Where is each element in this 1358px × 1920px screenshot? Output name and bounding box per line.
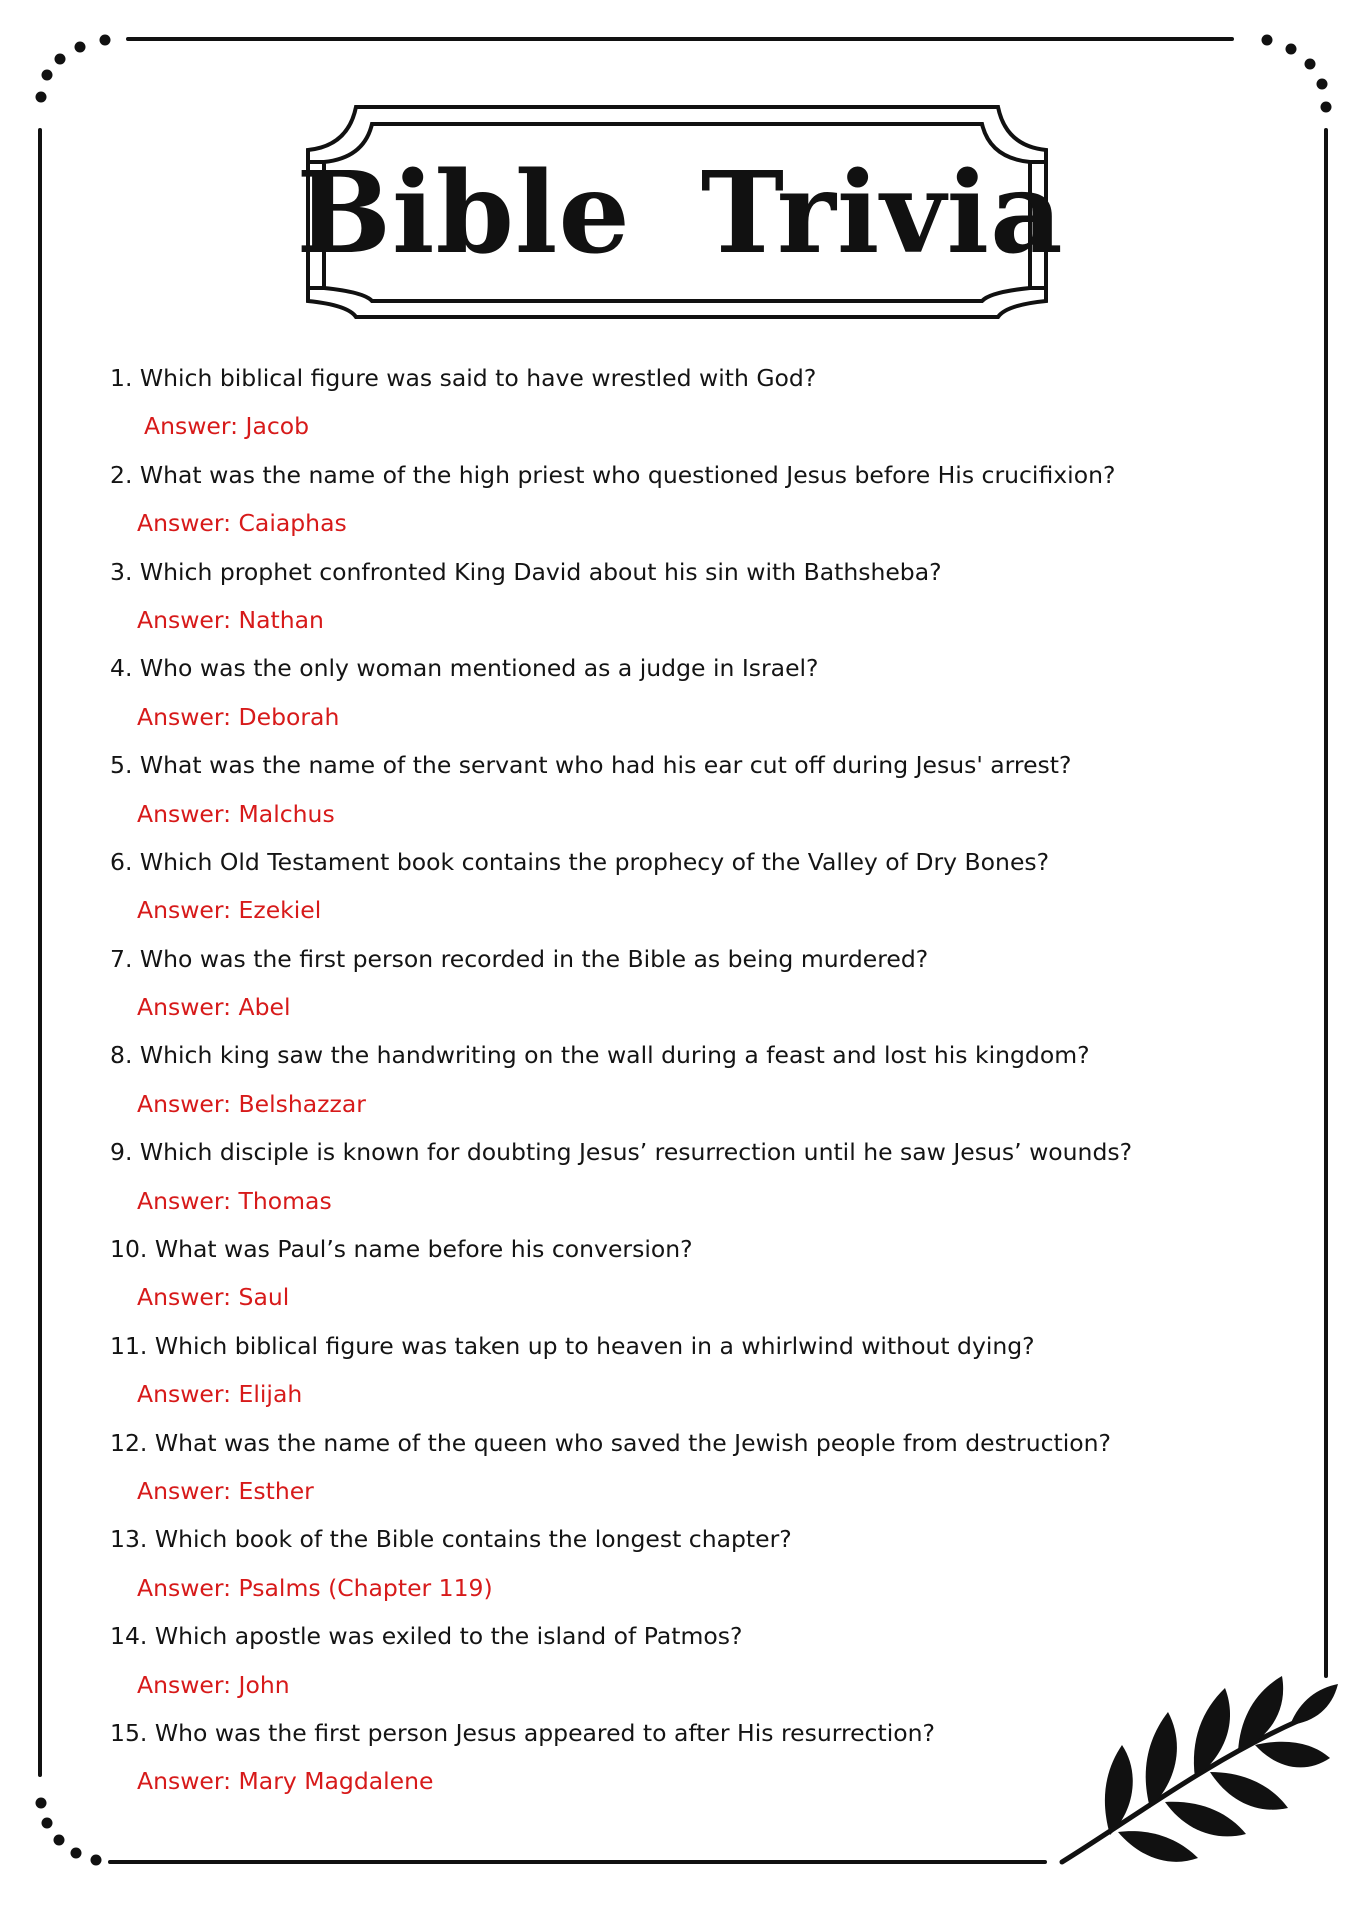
trivia-list	[110, 354, 1270, 1806]
answer-text: Answer: Nathan	[137, 605, 324, 634]
trivia-item	[110, 838, 1270, 935]
question-text: 1. Which biblical figure was said to have wrestled with God?	[110, 364, 817, 392]
answer-text: Answer: Belshazzar	[137, 1089, 366, 1118]
trivia-item	[110, 1419, 1270, 1516]
trivia-item	[110, 451, 1270, 548]
corner-dots-top-right	[1262, 35, 1332, 113]
answer-text: Answer: Deborah	[137, 702, 340, 731]
trivia-item	[110, 1128, 1270, 1225]
corner-dots-bottom-left	[36, 1798, 102, 1866]
trivia-item	[110, 1225, 1270, 1322]
question-text: 9. Which disciple is known for doubting Jesus’ resurrection until he saw Jesus’ wounds?	[110, 1138, 1133, 1167]
question-text: 4. Who was the only woman mentioned as a judge in Israel?	[110, 654, 819, 683]
answer-text: Answer: Jacob	[144, 412, 310, 441]
answer-text: Answer: Mary Magdalene	[137, 1767, 434, 1796]
trivia-item	[110, 935, 1270, 1032]
answer-text: Answer: John	[137, 1670, 290, 1699]
question-text: 11. Which biblical figure was taken up to heaven in a whirlwind without dying?	[110, 1331, 1035, 1360]
question-text: 5. What was the name of the servant who had his ear cut off during Jesus' arrest?	[110, 751, 1072, 780]
question-text: 3. Which prophet confronted King David about his sin with Bathsheba?	[110, 557, 942, 586]
question-text: 13. Which book of the Bible contains the longest chapter?	[110, 1525, 792, 1554]
trivia-item	[110, 548, 1270, 645]
trivia-item	[110, 1515, 1270, 1612]
answer-text: Answer: Caiaphas	[137, 509, 347, 538]
question-text: 2. What was the name of the high priest who questioned Jesus before His crucifixion?	[110, 460, 1116, 489]
question-text: 7. Who was the first person recorded in the Bible as being murdered?	[110, 944, 929, 973]
trivia-item	[110, 354, 1270, 451]
answer-text: Answer: Abel	[137, 993, 291, 1022]
page-title: Bible Trivia	[296, 147, 1064, 279]
answer-text: Answer: Malchus	[137, 799, 335, 828]
trivia-item	[110, 644, 1270, 741]
question-text: 8. Which king saw the handwriting on the wall during a feast and lost his kingdom?	[110, 1041, 1090, 1070]
question-text: 10. What was Paul’s name before his conversion?	[110, 1235, 693, 1264]
question-text: 12. What was the name of the queen who saved the Jewish people from destruction?	[110, 1428, 1112, 1457]
answer-text: Answer: Ezekiel	[137, 896, 322, 925]
trivia-item	[110, 1322, 1270, 1419]
trivia-item	[110, 1709, 1270, 1806]
corner-dots-top-left	[36, 35, 111, 103]
trivia-item	[110, 741, 1270, 838]
answer-text: Answer: Psalms (Chapter 119)	[137, 1573, 493, 1602]
trivia-item	[110, 1612, 1270, 1709]
question-text: 14. Which apostle was exiled to the island of Patmos?	[110, 1622, 743, 1651]
answer-text: Answer: Thomas	[137, 1186, 332, 1215]
answer-text: Answer: Saul	[137, 1283, 290, 1312]
trivia-item	[110, 1031, 1270, 1128]
answer-text: Answer: Esther	[137, 1476, 314, 1505]
question-text: 6. Which Old Testament book contains the prophecy of the Valley of Dry Bones?	[110, 847, 1050, 876]
answer-text: Answer: Elijah	[137, 1380, 303, 1409]
question-text: 15. Who was the first person Jesus appeared to after His resurrection?	[110, 1718, 935, 1747]
